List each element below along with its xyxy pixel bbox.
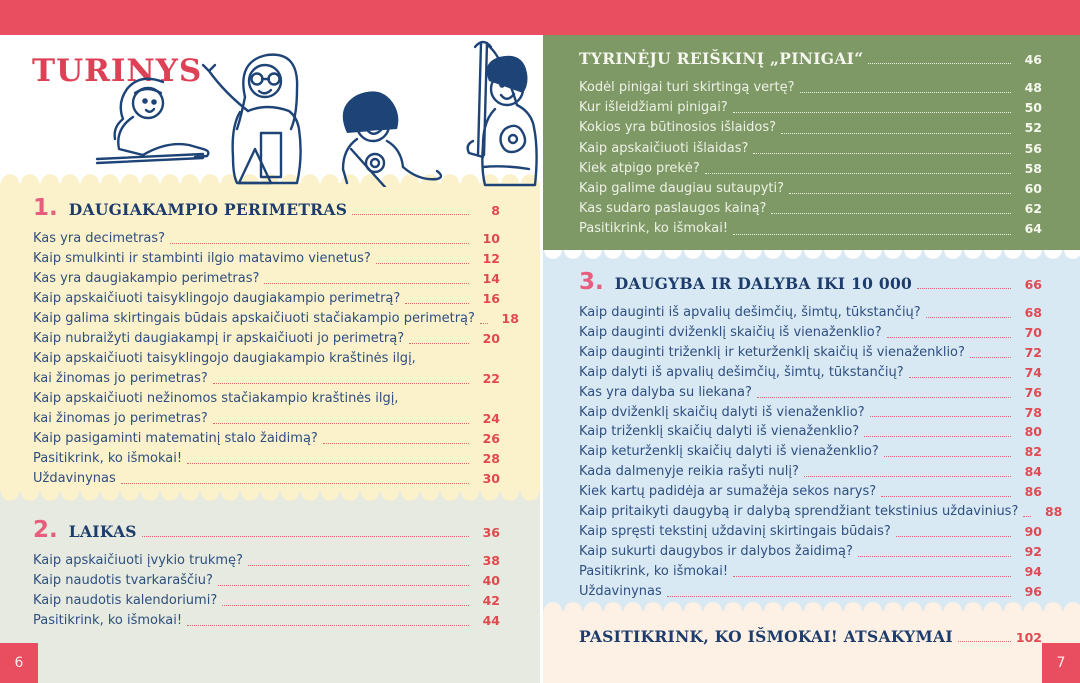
toc-entry-label: Kur išleidžiami pinigai? (579, 100, 728, 116)
toc-entry-page: 64 (1024, 221, 1042, 237)
toc-row (579, 343, 1042, 363)
toc-entry-label: Kaip apskaičiuoti nežinomos stačiakampio kraštinės ilgį, (33, 391, 399, 406)
toc-entry-page: 82 (1024, 444, 1042, 460)
toc-entry-page: 38 (482, 553, 500, 568)
toc-row (33, 551, 500, 571)
dotted-leader (970, 357, 1011, 358)
dotted-leader (884, 456, 1011, 457)
section-pinigai (543, 35, 1080, 250)
dotted-leader (213, 383, 469, 384)
toc-row (579, 303, 1042, 323)
toc-list (33, 229, 519, 489)
toc-entry-page: 20 (482, 331, 500, 346)
dotted-leader (480, 323, 488, 324)
toc-row (579, 562, 1042, 582)
toc-entry-label: Kiek kartų padidėja ar sumažėja sekos narys? (579, 484, 877, 500)
toc-entry-page: 18 (501, 311, 519, 326)
dotted-leader (864, 436, 1011, 437)
toc-row (33, 269, 500, 289)
dotted-leader (733, 576, 1011, 577)
toc-row (33, 389, 500, 409)
toc-entry-page: 28 (482, 451, 500, 466)
toc-entry-page: 96 (1024, 583, 1042, 599)
toc-entry-label: Kaip apskaičiuoti išlaidas? (579, 140, 749, 156)
dotted-leader (187, 625, 469, 626)
section-heading (33, 519, 500, 542)
dotted-leader (733, 112, 1011, 113)
section-atsakymai (543, 611, 1080, 683)
section-title: DAUGIAKAMPIO PERIMETRAS (68, 200, 348, 219)
dotted-leader (376, 263, 469, 264)
toc-entry-page: 24 (482, 411, 500, 426)
toc-entry-label: Kaip galime daugiau sutaupyti? (579, 181, 785, 197)
toc-row (33, 449, 500, 469)
toc-entry-label: Kaip triženklį skaičių dalyti iš vienaženklio? (579, 424, 860, 440)
dotted-leader (771, 213, 1011, 214)
toc-row (33, 289, 500, 309)
toc-row (33, 469, 500, 489)
toc-entry-label: Pasitikrink, ko išmokai! (33, 451, 183, 466)
section-page-number: 8 (491, 203, 500, 218)
scallop-divider (0, 492, 540, 503)
toc-entry-page: 58 (1024, 160, 1042, 176)
toc-entry-label: Kaip pasigaminti matematinį stalo žaidimą? (33, 431, 318, 446)
section-heading (579, 49, 1042, 69)
toc-entry-label: Kaip dauginti triženklį ir keturženklį skaičių iš vienaženklio? (579, 344, 965, 360)
toc-row (33, 571, 500, 591)
dotted-leader (789, 193, 1011, 194)
toc-entry-label: Kaip dauginti dviženklį skaičių iš vienaženklio? (579, 324, 882, 340)
toc-row (33, 369, 500, 389)
section-heading (33, 197, 500, 220)
toc-entry-page: 78 (1024, 404, 1042, 420)
section-page-number: 46 (1024, 52, 1042, 67)
page-title: TURINYS (32, 53, 203, 89)
dotted-leader (409, 343, 469, 344)
right-page (540, 35, 1080, 683)
left-page (0, 35, 540, 683)
toc-entry-page: 26 (482, 431, 500, 446)
toc-row (33, 611, 500, 631)
toc-row (579, 179, 1042, 199)
toc-entry-page: 12 (482, 251, 500, 266)
dotted-leader (667, 596, 1011, 597)
dotted-leader (868, 63, 1011, 64)
toc-entry-label: Kaip nubraižyti daugiakampį ir apskaičiuoti jo perimetrą? (33, 331, 405, 346)
toc-entry-page: 42 (482, 593, 500, 608)
toc-entry-label: kai žinomas jo perimetras? (33, 411, 208, 426)
toc-entry-page: 70 (1024, 324, 1042, 340)
toc-row (33, 229, 500, 249)
toc-row (579, 118, 1042, 138)
section-laikas (0, 503, 540, 683)
section-page-number: 66 (1024, 277, 1042, 292)
dotted-leader (909, 377, 1011, 378)
toc-entry-label: Kodėl pinigai turi skirtingą vertę? (579, 80, 795, 95)
toc-entry-label: Kaip pritaikyti daugybą ir dalybą sprendžiant tekstinius uždavinius? (579, 504, 1019, 520)
section-page-number: 36 (482, 525, 500, 540)
toc-entry-page: 14 (482, 271, 500, 286)
toc-row (579, 78, 1042, 98)
dotted-leader (870, 416, 1011, 417)
page-number-right: 7 (1042, 643, 1080, 683)
section-perimetras (0, 183, 540, 492)
section-title: TYRINĖJU REIŠKINĮ „PINIGAI“ (579, 49, 864, 68)
toc-entry-label: Pasitikrink, ko išmokai! (33, 613, 183, 628)
toc-row (579, 482, 1042, 502)
dotted-leader (804, 476, 1011, 477)
dotted-leader (753, 153, 1011, 154)
toc-entry-page: 86 (1024, 484, 1042, 500)
toc-row (579, 522, 1042, 542)
dotted-leader (218, 585, 469, 586)
toc-entry-page: 44 (482, 613, 500, 628)
toc-entry-page: 80 (1024, 424, 1042, 440)
dotted-leader (1023, 516, 1031, 517)
toc-entry-label: Kaip spręsti tekstinį uždavinį skirtingais būdais? (579, 523, 891, 539)
toc-entry-label: Pasitikrink, ko išmokai! (579, 563, 729, 579)
section-title: LAIKAS (68, 522, 137, 541)
dotted-leader (352, 214, 469, 215)
toc-row (579, 542, 1042, 562)
dotted-leader (248, 565, 469, 566)
toc-row (33, 309, 519, 329)
toc-entry-label: Kaip dalyti iš apvalių dešimčių, šimtų, tūkstančių? (579, 364, 904, 380)
dotted-leader (222, 605, 469, 606)
dotted-leader (187, 463, 469, 464)
toc-entry-label: Kiek atpigo prekė? (579, 160, 700, 176)
toc-entry-page: 30 (482, 471, 500, 486)
dotted-leader (213, 423, 469, 424)
toc-row (33, 249, 500, 269)
toc-entry-label: Kaip galima skirtingais būdais apskaičiuoti stačiakampio perimetrą? (33, 311, 475, 326)
toc-row (33, 591, 500, 611)
toc-entry-label: Kas yra daugiakampio perimetras? (33, 271, 260, 286)
dotted-leader (405, 303, 469, 304)
toc-entry-page: 60 (1024, 181, 1042, 197)
toc-row (579, 323, 1042, 343)
toc-entry-page: 62 (1024, 201, 1042, 217)
dotted-leader (121, 483, 469, 484)
top-red-bar (0, 0, 1080, 35)
dotted-leader (896, 536, 1011, 537)
toc-list (579, 303, 1063, 602)
toc-row (33, 349, 500, 369)
toc-entry-page: 94 (1024, 563, 1042, 579)
toc-entry-label: kai žinomas jo perimetras? (33, 371, 208, 386)
toc-row (579, 383, 1042, 403)
dotted-leader (264, 283, 469, 284)
toc-entry-page: 22 (482, 371, 500, 386)
section-number: 1. (33, 195, 58, 221)
toc-entry-label: Kaip keturženklį skaičių dalyti iš vienaženklio? (579, 444, 879, 460)
section-daugyba (543, 262, 1080, 599)
toc-row (579, 462, 1042, 482)
dotted-leader (323, 443, 469, 444)
toc-entry-label: Kaip sukurti daugybos ir dalybos žaidimą? (579, 543, 853, 559)
toc-entry-label: Kada dalmenyje reikia rašyti nulį? (579, 464, 799, 480)
toc-row (579, 98, 1042, 118)
toc-list (579, 78, 1042, 240)
section-number: 3. (579, 269, 604, 295)
toc-entry-label: Kaip apskaičiuoti taisyklingojo daugiakampio kraštinės ilgį, (33, 351, 416, 366)
toc-entry-page: 74 (1024, 364, 1042, 380)
toc-entry-label: Kokios yra būtinosios išlaidos? (579, 120, 777, 136)
dotted-leader (781, 133, 1011, 134)
toc-entry-label: Kaip apskaičiuoti taisyklingojo daugiakampio perimetrą? (33, 291, 401, 306)
toc-row (579, 422, 1042, 442)
section-title: DAUGYBA IR DALYBA IKI 10 000 (614, 274, 913, 293)
section-heading (579, 271, 1042, 294)
toc-entry-label: Kaip smulkinti ir stambinti ilgio matavimo vienetus? (33, 251, 371, 266)
toc-entry-page: 40 (482, 573, 500, 588)
toc-entry-page: 72 (1024, 344, 1042, 360)
left-page-header (0, 35, 540, 172)
dotted-leader (881, 496, 1011, 497)
dotted-leader (917, 288, 1011, 289)
toc-entry-page: 90 (1024, 523, 1042, 539)
dotted-leader (705, 173, 1011, 174)
toc-entry-page: 92 (1024, 543, 1042, 559)
toc-entry-label: Kas yra decimetras? (33, 231, 166, 246)
toc-entry-label: Kaip naudotis tvarkaraščiu? (33, 573, 213, 588)
scallop-divider (543, 250, 1080, 262)
dotted-leader (142, 536, 469, 537)
toc-row (579, 363, 1042, 383)
toc-entry-label: Kas sudaro paslaugos kainą? (579, 201, 767, 217)
dotted-leader (800, 92, 1011, 93)
toc-entry-page: 50 (1024, 100, 1042, 116)
toc-entry-label: Pasitikrink, ko išmokai! (579, 221, 729, 237)
toc-row (579, 403, 1042, 423)
toc-row (33, 429, 500, 449)
section-heading (579, 627, 1042, 647)
toc-entry-label: Kaip dauginti iš apvalių dešimčių, šimtų, tūkstančių? (579, 305, 921, 320)
toc-entry-page: 16 (482, 291, 500, 306)
toc-entry-page: 48 (1024, 80, 1042, 95)
toc-entry-page: 56 (1024, 140, 1042, 156)
toc-row (33, 409, 500, 429)
toc-list (33, 551, 500, 631)
section-page-number: 102 (1015, 630, 1042, 645)
page-number-left: 6 (0, 643, 38, 683)
toc-entry-page: 68 (1024, 305, 1042, 320)
dotted-leader (733, 234, 1011, 235)
dotted-leader (926, 317, 1011, 318)
toc-row (579, 159, 1042, 179)
toc-entry-label: Kaip apskaičiuoti įvykio trukmę? (33, 553, 243, 568)
toc-entry-page: 76 (1024, 384, 1042, 400)
toc-row (579, 502, 1063, 522)
toc-row (33, 329, 500, 349)
toc-row (579, 199, 1042, 219)
toc-entry-page: 84 (1024, 464, 1042, 480)
toc-entry-label: Kaip naudotis kalendoriumi? (33, 593, 218, 608)
children-illustration (85, 37, 540, 187)
toc-row (579, 442, 1042, 462)
toc-entry-label: Uždavinynas (579, 583, 662, 599)
toc-entry-label: Kas yra dalyba su liekana? (579, 384, 752, 400)
section-title: PASITIKRINK, KO IŠMOKAI! ATSAKYMAI (579, 627, 953, 646)
toc-entry-label: Uždavinynas (33, 471, 116, 486)
toc-entry-page: 52 (1024, 120, 1042, 136)
dotted-leader (757, 397, 1011, 398)
toc-entry-label: Kaip dviženklį skaičių dalyti iš vienaženklio? (579, 404, 865, 420)
section-number: 2. (33, 517, 58, 543)
dotted-leader (887, 337, 1011, 338)
toc-entry-page: 88 (1044, 504, 1063, 520)
toc-entry-page: 10 (482, 231, 500, 246)
dotted-leader (958, 641, 1011, 642)
toc-row (579, 139, 1042, 159)
dotted-leader (170, 243, 469, 244)
dotted-leader (858, 556, 1011, 557)
toc-row (579, 219, 1042, 239)
